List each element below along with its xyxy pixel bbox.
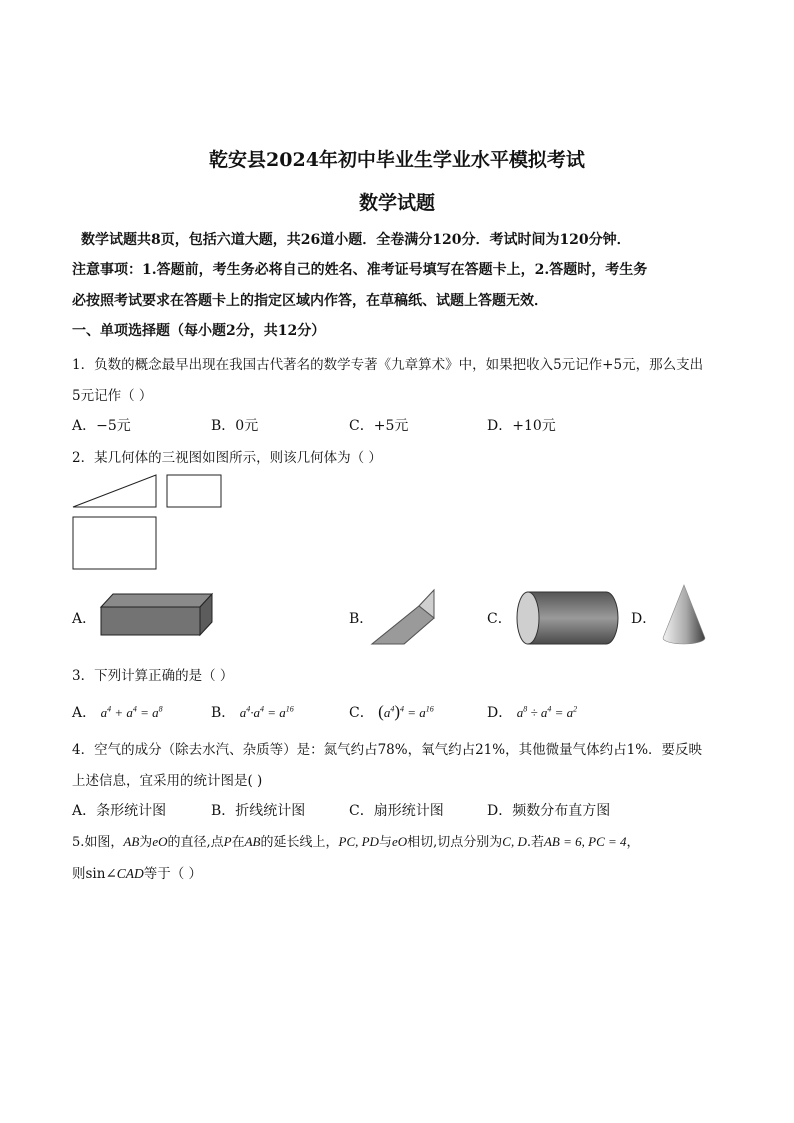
page-subtitle: 数学试题 [358,192,435,214]
question-3-option-c [349,702,434,722]
option-d-label: D． [487,705,513,721]
question-5-line-1: 5.如图，AB为eO的直径,点P在AB的延长线上，PC, PD与eO相切,切点分别为C, D.若AB = 6, PC = 4， [72,834,640,850]
triangular-prism-figure [370,586,440,646]
question-3-option-d [487,702,577,722]
question-4-line-1: 4．空气的成分（除去水汽、杂质等）是：氮气约占78%，氧气约占21%，其他微量气体约占1%．要反映 [72,742,703,758]
question-1-option-c: C．+5元 [349,418,409,434]
option-b-label: B． [211,705,236,721]
question-3-option-a [72,702,163,722]
question-2-option-b: B． [349,611,374,627]
top-view-rectangle [73,517,156,569]
question-4-option-b: B．折线统计图 [211,803,306,819]
question-1-option-d: D．+10元 [487,418,556,434]
side-view-rectangle [167,475,221,507]
intro-line-2: 注意事项：1.答题前，考生务必将自己的姓名、准考证号填写在答题卡上，2.答题时，考生务 [72,262,648,278]
question-4-line-2: 上述信息，宜采用的统计图是( ) [72,773,263,789]
question-2-option-c: C． [487,611,512,627]
option-b-expr: $a^4\cdot a^4 = a^{16}$ [239,704,294,720]
section-heading: 一、单项选择题（每小题2分，共12分） [72,323,326,339]
intro-line-1: 数学试题共8页，包括六道大题，共26道小题．全卷满分120分．考试时间为120分钟． [81,232,631,248]
option-d-expr: $a^8 \div a^4 = a^2$ [516,704,578,720]
option-c-label: C． [349,705,374,721]
option-a-label: A． [72,705,97,721]
question-1-option-b: B．0元 [211,418,259,434]
question-3-stem: 3．下列计算正确的是（ ） [72,668,234,684]
option-a-expr: $a^4 + a^4 = a^8$ [100,704,163,720]
question-4-option-a: A．条形统计图 [72,803,167,819]
question-1-line-2: 5元记作（ ） [72,388,153,404]
question-3-option-b [211,702,294,722]
question-2-option-d: D． [631,611,657,627]
question-4-option-c: C．扇形统计图 [349,803,444,819]
front-view-triangle [73,475,156,507]
question-5-line-2: 则sin∠CAD等于（ ） [72,866,203,882]
question-1-option-a: A．−5元 [72,418,131,434]
cone-figure [659,584,709,646]
three-view-figure [72,474,232,574]
intro-line-3: 必按照考试要求在答题卡上的指定区域内作答，在草稿纸、试题上答题无效． [72,293,548,309]
question-2-option-a: A． [72,611,97,627]
page-title: 乾安县2024年初中毕业生学业水平模拟考试 [209,149,585,171]
cuboid-figure [98,591,218,637]
question-2-stem: 2．某几何体的三视图如图所示，则该几何体为（ ） [72,450,382,466]
option-c-expr: $(a^4)^4 = a^{16}$ [378,702,434,721]
cylinder-figure [516,591,620,645]
question-1-line-1: 1．负数的概念最早出现在我国古代著名的数学专著《九章算术》中，如果把收入5元记作+5元，那么支出 [72,357,704,373]
question-4-option-d: D．频数分布直方图 [487,803,611,819]
